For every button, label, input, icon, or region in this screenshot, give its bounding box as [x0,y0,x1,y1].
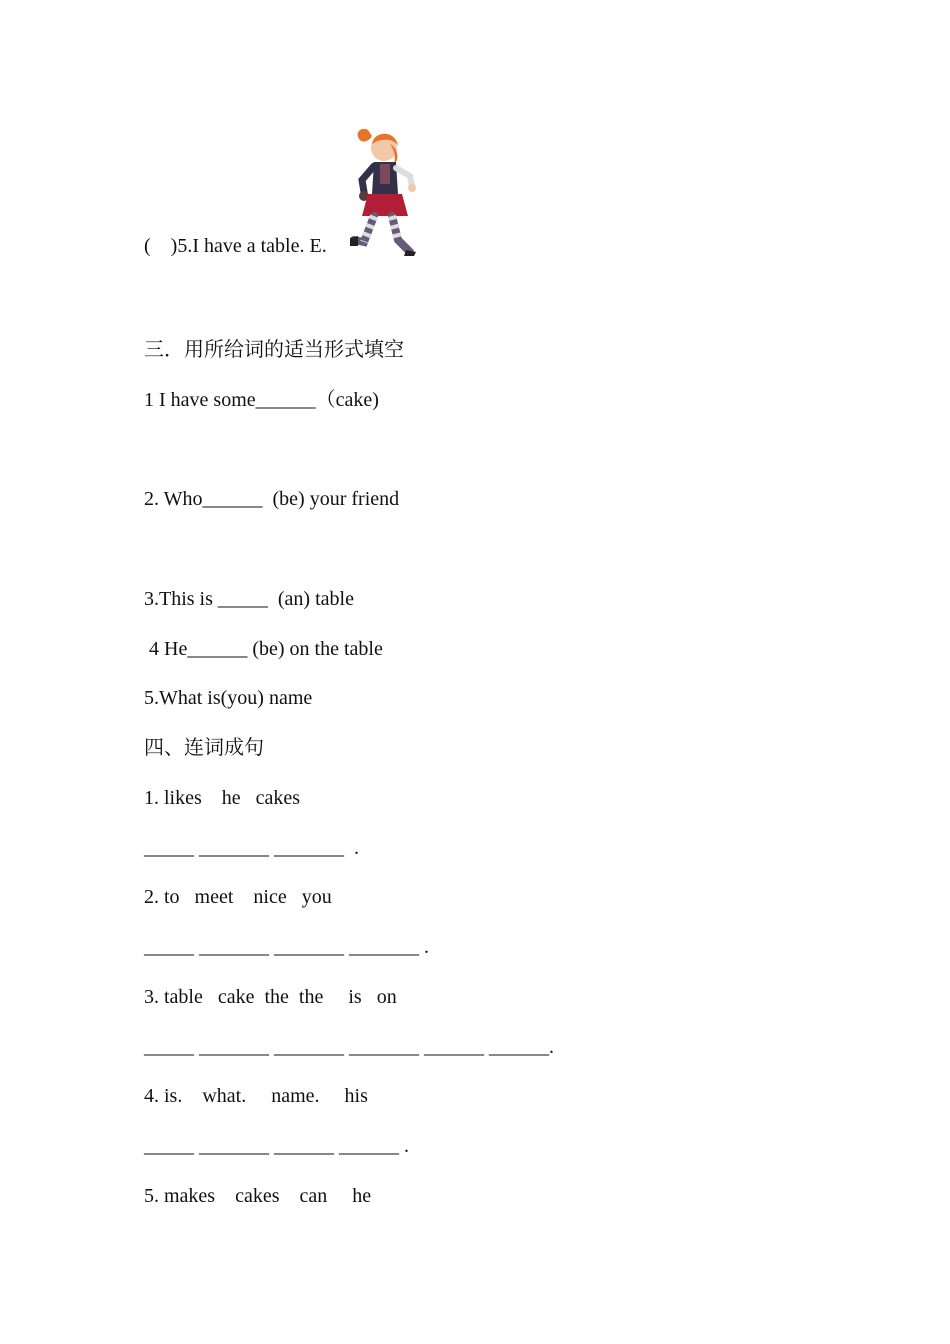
question-5: ( )5.I have a table. E. [144,235,327,257]
running-girl-icon [350,124,420,256]
section-4-question-1: 1. likes he cakes [144,787,301,809]
section-4-question-5: 5. makes cakes can he [144,1185,372,1207]
section-3-heading: 三．用所给词的适当形式填空 [144,339,404,361]
section-3-item-4: 4 He______ (be) on the table [144,638,383,660]
section-4-heading: 四、连词成句 [144,737,264,759]
section-3-item-2: 2. Who______ (be) your friend [144,488,400,510]
section-4-question-3: 3. table cake the the is on [144,986,397,1008]
section-3-item-1: 1 I have some______（cake) [144,389,379,411]
section-4-answer-line-4: _____ _______ ______ ______ . [144,1135,409,1157]
section-4-answer-line-2: _____ _______ _______ _______ . [144,936,429,958]
section-3-item-3: 3.This is _____ (an) table [144,588,354,610]
section-4-answer-line-3: _____ _______ _______ _______ ______ ______. [144,1036,554,1058]
section-4-question-4: 4. is. what. name. his [144,1085,368,1107]
section-4-answer-line-1: _____ _______ _______ . [144,837,359,859]
section-4-question-2: 2. to meet nice you [144,886,332,908]
section-3-item-5: 5.What is(you) name [144,687,313,709]
